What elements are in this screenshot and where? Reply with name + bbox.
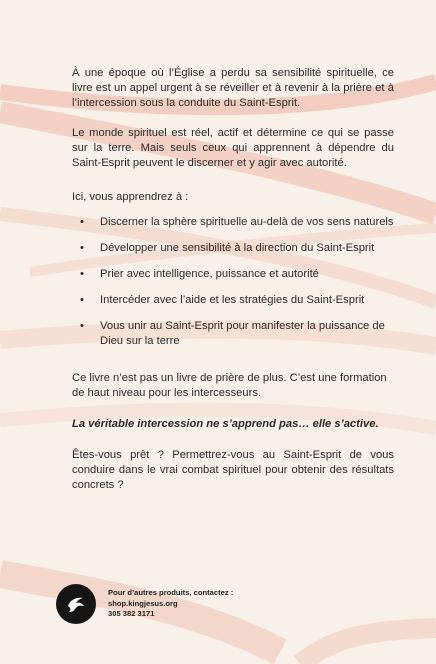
contact-footer — [56, 584, 233, 624]
dove-icon — [62, 590, 90, 618]
closing-question: Êtes-vous prêt ? Permettrez-vous au Saint-Esprit de vous conduire dans le vrai combat spirituel pour obtenir des résultats concrets ? — [72, 449, 394, 491]
phone-number: 305 382 3171 — [108, 609, 155, 619]
list-item: • Intercéder avec l’aide et les stratégies du Saint-Esprit — [80, 293, 394, 308]
list-item: • Discerner la sphère spirituelle au-delà de vos sens naturels — [80, 215, 394, 230]
contact-label: Pour d’autres produits, contactez : — [108, 588, 234, 598]
book-purpose-paragraph: Ce livre n’est pas un livre de prière de plus. C’est une formation de haut niveau pour les intercesseurs. — [72, 372, 387, 399]
list-item: • Prier avec intelligence, puissance et autorité — [80, 267, 394, 282]
list-item: • Vous unir au Saint-Esprit pour manifester la puissance de Dieu sur la terre — [80, 319, 394, 349]
learning-list — [72, 215, 394, 349]
intro-paragraph: À une époque où l’Église a perdu sa sensibilité spirituelle, ce livre est un appel urgent à se réveiller et à revenir à la prière et à l’intercession sous la conduite du Saint-Esprit. — [72, 67, 394, 109]
tagline: La véritable intercession ne s’apprend pas… elle s’active. — [72, 418, 379, 430]
spiritual-world-paragraph: Le monde spirituel est réel, actif et détermine ce qui se passe sur la terre. Mais seuls ceux qui apprennent à dépendre du Saint-Esprit peuvent le discerner et y agir avec autorité. — [72, 127, 394, 169]
publisher-logo — [56, 584, 96, 624]
list-item: • Développer une sensibilité à la direction du Saint-Esprit — [80, 241, 394, 256]
back-cover-text — [72, 66, 394, 493]
lead-in-text: Ici, vous apprendrez à : — [72, 191, 189, 203]
contact-info — [108, 588, 233, 620]
website-link[interactable]: shop.kingjesus.org — [108, 598, 178, 608]
